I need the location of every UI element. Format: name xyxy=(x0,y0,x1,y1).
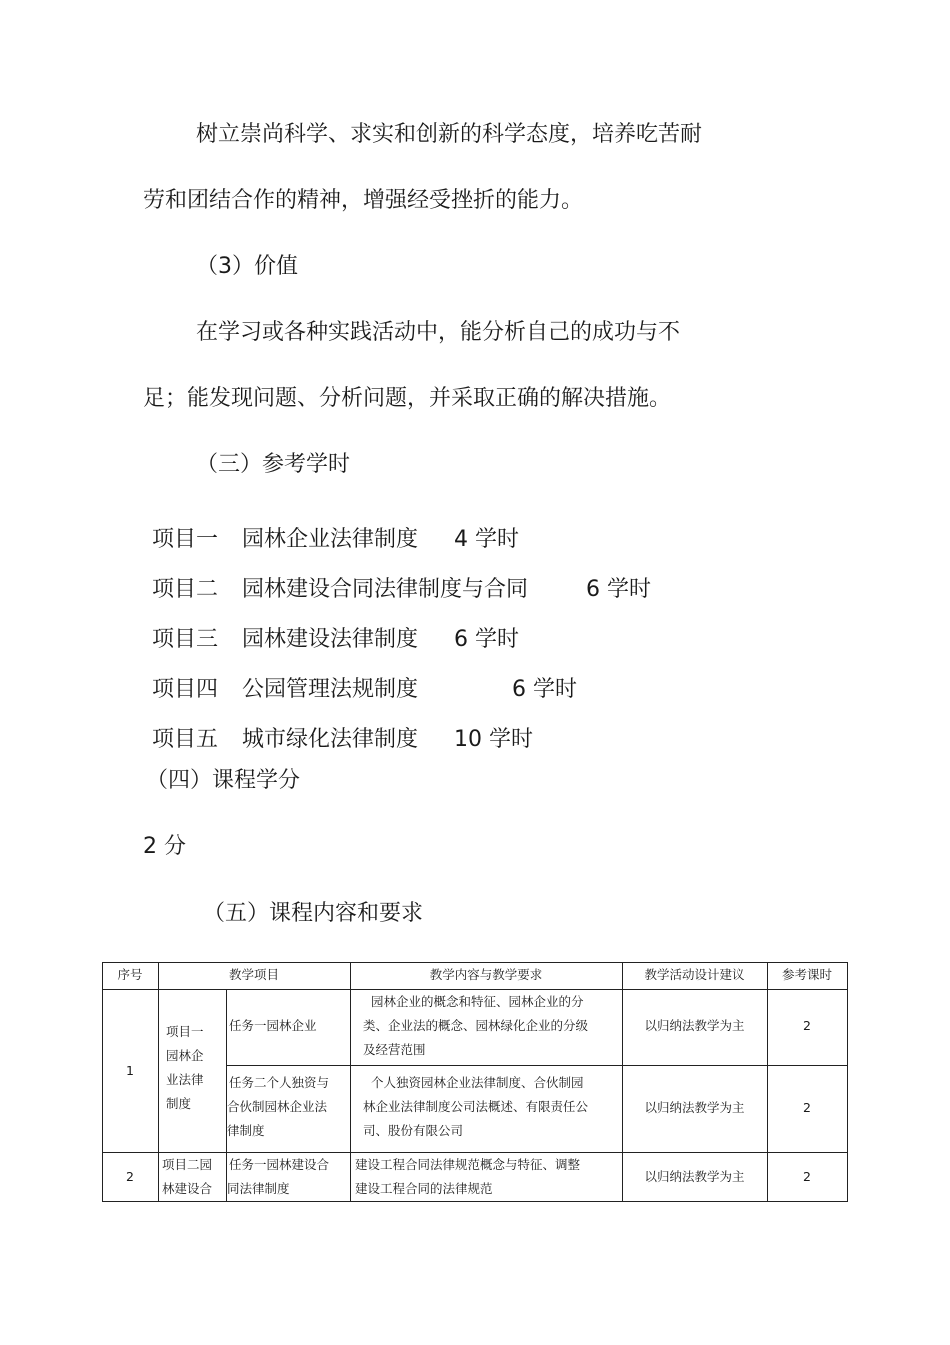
section-heading-value: （3）价值 xyxy=(196,254,298,279)
section-heading-content: （五）课程内容和要求 xyxy=(203,901,424,926)
table-border xyxy=(847,962,848,1202)
table-header-cell: 序号 xyxy=(117,967,143,982)
paragraph-line: 劳和团结合作的精神，增强经受挫折的能力。 xyxy=(143,188,584,213)
content-line: 类、企业法的概念、园林绿化企业的分级 xyxy=(363,1018,589,1033)
hours-value: 10 学时 xyxy=(454,727,533,752)
content-cell xyxy=(355,1153,619,1201)
content-line: 司、股份有限公司 xyxy=(363,1123,464,1138)
activity-cell: 以归纳法教学为主 xyxy=(644,1169,745,1184)
content-line: 园林企业的概念和特征、园林企业的分 xyxy=(371,994,584,1009)
hours-name: 城市绿化法律制度 xyxy=(242,727,419,752)
hours-value: 6 学时 xyxy=(586,577,651,602)
content-cell xyxy=(355,1071,619,1143)
project-line: 制度 xyxy=(166,1096,192,1111)
task-line: 律制度 xyxy=(227,1123,265,1138)
paragraph-line: 树立崇尚科学、求实和创新的科学态度，培养吃苦耐 xyxy=(196,122,703,147)
hours-name: 园林建设法律制度 xyxy=(242,627,419,652)
row-number: 1 xyxy=(126,1063,134,1078)
paragraph-line: 在学习或各种实践活动中，能分析自己的成功与不 xyxy=(196,320,681,345)
project-line: 园林企 xyxy=(166,1048,204,1063)
task-line: 任务二个人独资与 xyxy=(229,1075,330,1090)
hours-project: 项目二 xyxy=(152,577,219,602)
table-border xyxy=(158,962,159,1202)
project-line: 林建设合 xyxy=(162,1181,213,1196)
credits-value: 2 分 xyxy=(143,834,186,859)
hours-value: 4 学时 xyxy=(454,527,519,552)
hours-project: 项目一 xyxy=(152,527,219,552)
hours-project: 项目五 xyxy=(152,727,219,752)
content-line: 林企业法律制度公司法概述、有限责任公 xyxy=(363,1099,589,1114)
hours-cell: 2 xyxy=(803,1100,811,1115)
hours-project: 项目三 xyxy=(152,627,219,652)
task-cell: 任务一园林企业 xyxy=(229,1018,317,1033)
content-line: 及经营范围 xyxy=(363,1042,426,1057)
hours-cell: 2 xyxy=(803,1018,811,1033)
hours-cell: 2 xyxy=(803,1169,811,1184)
table-header-cell: 教学活动设计建议 xyxy=(644,967,745,982)
project-line: 项目二园 xyxy=(162,1157,213,1172)
task-cell xyxy=(229,1071,329,1143)
hours-value: 6 学时 xyxy=(454,627,519,652)
content-line: 建设工程合同的法律规范 xyxy=(355,1181,493,1196)
table-header-cell: 教学内容与教学要求 xyxy=(429,967,543,982)
paragraph-line: 足；能发现问题、分析问题，并采取正确的解决措施。 xyxy=(143,386,672,411)
task-line: 合伙制园林企业法 xyxy=(227,1099,328,1114)
table-header-cell: 参考课时 xyxy=(781,967,832,982)
task-line: 任务一园林建设合 xyxy=(229,1157,330,1172)
hours-value: 6 学时 xyxy=(512,677,577,702)
table-header-cell: 教学项目 xyxy=(228,967,279,982)
project-cell xyxy=(166,1020,204,1116)
content-line: 个人独资园林企业法律制度、合伙制园 xyxy=(371,1075,584,1090)
task-line: 同法律制度 xyxy=(227,1181,290,1196)
row-number: 2 xyxy=(126,1169,134,1184)
hours-name: 公园管理法规制度 xyxy=(242,677,419,702)
project-cell xyxy=(162,1153,212,1201)
task-cell xyxy=(229,1153,329,1201)
table-border xyxy=(350,962,351,1202)
hours-project: 项目四 xyxy=(152,677,219,702)
hours-name: 园林企业法律制度 xyxy=(242,527,419,552)
hours-name: 园林建设合同法律制度与合同 xyxy=(242,577,529,602)
content-line: 建设工程合同法律规范概念与特征、调整 xyxy=(355,1157,581,1172)
table-border xyxy=(226,1065,848,1066)
section-heading-hours: （三）参考学时 xyxy=(196,452,351,477)
section-heading-credits: （四）课程学分 xyxy=(146,768,301,793)
activity-cell: 以归纳法教学为主 xyxy=(644,1018,745,1033)
content-cell xyxy=(355,990,619,1062)
project-line: 业法律 xyxy=(166,1072,204,1087)
activity-cell: 以归纳法教学为主 xyxy=(644,1100,745,1115)
table-border xyxy=(102,1201,848,1202)
project-line: 项目一 xyxy=(166,1024,204,1039)
